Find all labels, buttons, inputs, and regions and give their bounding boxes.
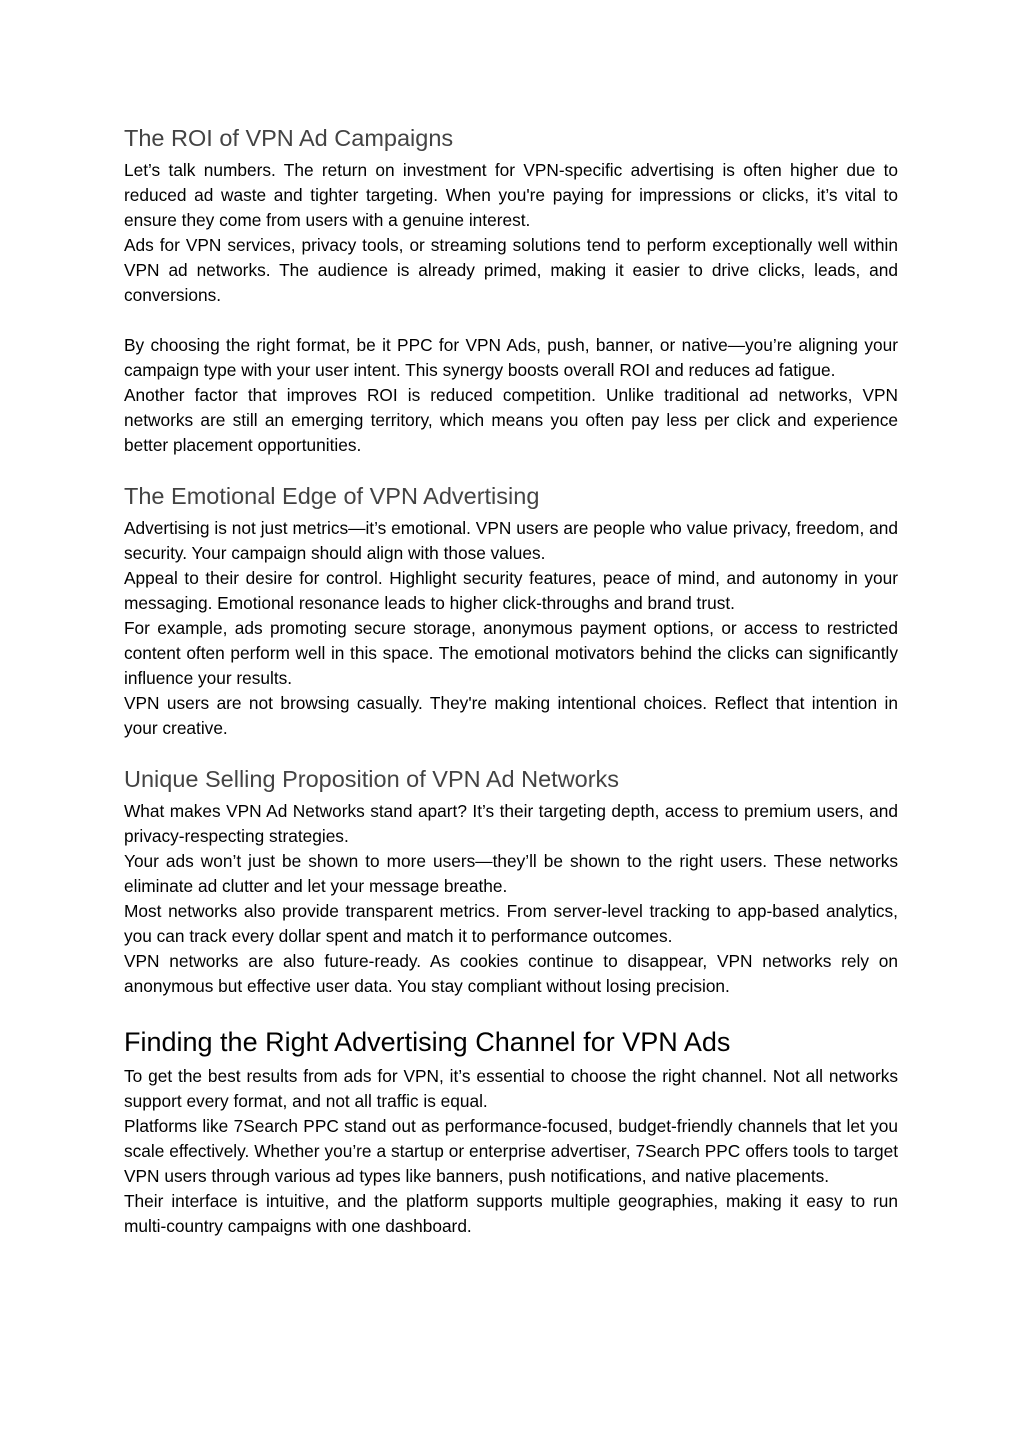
paragraph: Ads for VPN services, privacy tools, or streaming solutions tend to perform exceptionally well within VPN ad networks. The audience is already primed, making it easier to drive clicks, leads, and conversions.: [124, 235, 898, 305]
blank-line: [124, 308, 898, 333]
section-usp: [124, 763, 898, 999]
section-heading: The Emotional Edge of VPN Advertising: [124, 483, 540, 509]
section-heading: Finding the Right Advertising Channel for VPN Ads: [124, 1027, 731, 1057]
section-heading: The ROI of VPN Ad Campaigns: [124, 125, 454, 151]
section-spacer: [124, 741, 898, 763]
section-roi: [124, 122, 898, 458]
section-spacer: [124, 458, 898, 480]
paragraph: By choosing the right format, be it PPC for VPN Ads, push, banner, or native—you’re aligning your campaign type with your user intent. This synergy boosts overall ROI and reduces ad fatigue.: [124, 335, 898, 380]
section-spacer: [124, 999, 898, 1024]
paragraph: Another factor that improves ROI is reduced competition. Unlike traditional ad networks, VPN networks are still an emerging territory, which means you often pay less per click and experience better placement opportunities.: [124, 385, 898, 455]
section-heading: Unique Selling Proposition of VPN Ad Networks: [124, 766, 620, 792]
paragraph: Their interface is intuitive, and the platform supports multiple geographies, making it easy to run multi-country campaigns with one dashboard.: [124, 1191, 898, 1236]
paragraph: To get the best results from ads for VPN, it’s essential to choose the right channel. Not all networks support every format, and not all traffic is equal.: [124, 1066, 898, 1111]
paragraph: Appeal to their desire for control. Highlight security features, peace of mind, and autonomy in your messaging. Emotional resonance leads to higher click-throughs and brand trust.: [124, 568, 898, 613]
paragraph: Most networks also provide transparent metrics. From server-level tracking to app-based analytics, you can track every dollar spent and match it to performance outcomes.: [124, 901, 898, 946]
document-page: [124, 122, 898, 1239]
paragraph: Platforms like 7Search PPC stand out as performance-focused, budget-friendly channels that let you scale effectively. Whether you’re a startup or enterprise advertiser, 7Search PPC offers tools to target VPN users through various ad types like banners, push notifications, and native placements.: [124, 1116, 898, 1186]
section-advertising-channel: [124, 1024, 898, 1239]
paragraph: VPN users are not browsing casually. They're making intentional choices. Reflect that intention in your creative.: [124, 693, 898, 738]
section-emotional-edge: [124, 480, 898, 741]
paragraph: VPN networks are also future-ready. As cookies continue to disappear, VPN networks rely on anonymous but effective user data. You stay compliant without losing precision.: [124, 951, 898, 996]
paragraph: For example, ads promoting secure storage, anonymous payment options, or access to restricted content often perform well in this space. The emotional motivators behind the clicks can significantly influence your results.: [124, 618, 898, 688]
paragraph: Advertising is not just metrics—it’s emotional. VPN users are people who value privacy, freedom, and security. Your campaign should align with those values.: [124, 518, 898, 563]
paragraph: What makes VPN Ad Networks stand apart? It’s their targeting depth, access to premium users, and privacy-respecting strategies.: [124, 801, 898, 846]
paragraph: Your ads won’t just be shown to more users—they’ll be shown to the right users. These networks eliminate ad clutter and let your message breathe.: [124, 851, 898, 896]
paragraph: Let’s talk numbers. The return on investment for VPN-specific advertising is often higher due to reduced ad waste and tighter targeting. When you're paying for impressions or clicks, it’s vital to ensure they come from users with a genuine interest.: [124, 160, 898, 230]
